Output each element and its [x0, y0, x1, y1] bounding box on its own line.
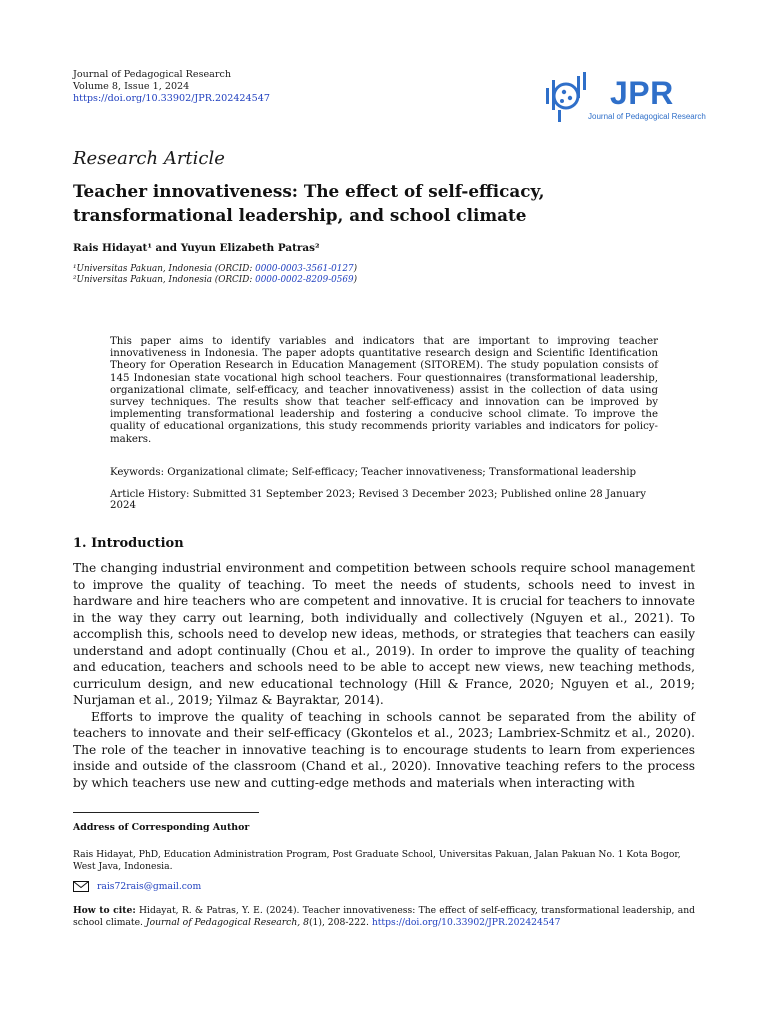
orcid-link-2[interactable]: 0000-0002-8209-0569 [255, 275, 354, 285]
doi-link[interactable]: https://doi.org/10.33902/JPR.202424547 [73, 93, 270, 104]
logo-subtitle: Journal of Pedagogical Research [588, 112, 706, 121]
email-line [73, 881, 201, 892]
logo-text: JPR [610, 75, 674, 111]
envelope-icon [73, 881, 89, 892]
keywords: Keywords: Organizational climate; Self-efficacy; Teacher innovativeness; Transformational leadership [110, 467, 636, 478]
journal-meta [73, 69, 270, 105]
article-history: Article History: Submitted 31 September 2023; Revised 3 December 2023; Published online 28 January 2024 [110, 489, 646, 511]
body-text [73, 560, 695, 791]
paragraph-2: Efforts to improve the quality of teaching in schools cannot be separated from the ability of teachers to innovate and their self-efficacy (Gkontelos et al., 2023; Lambriex-Schmitz et al., 2020). The role of the teacher in innovative teaching is to encourage students to learn from experiences inside and outside of the classroom (Chand et al., 2020). Innovative teaching refers to the process by which teachers use new and cutting-edge methods and materials when interacting with [73, 709, 695, 790]
how-to-cite-label: How to cite: [73, 905, 136, 916]
affiliation-2: ²Universitas Pakuan, Indonesia (ORCID: 0000-0002-8209-0569) [73, 275, 357, 285]
jpr-emblem-icon [544, 70, 588, 126]
jpr-logo [544, 70, 704, 126]
citation-doi-link[interactable]: https://doi.org/10.33902/JPR.202424547 [371, 917, 561, 928]
footnote-title: Address of Corresponding Author [73, 822, 250, 833]
email-link[interactable]: rais72rais@gmail.com [97, 881, 202, 892]
affiliation-1: ¹Universitas Pakuan, Indonesia (ORCID: 0000-0003-3561-0127) [73, 264, 357, 274]
orcid-link-1[interactable]: 0000-0003-3561-0127 [255, 264, 354, 274]
abstract: This paper aims to identify variables and indicators that are important to improving teacher innovativeness in Indonesia. The paper adopts quantitative research design and Scientific Identification Theory for Operation Research in Education Management (SITOREM). The study population consists of 145 Indonesian state vocational high school teachers. Four questionnaires (transformational leadership, organizational climate, self-efficacy, and teacher innovativeness) assist in the collection of data using survey techniques. The results show that teacher self-efficacy and innovation can be improved by implementing transformational leadership and fostering a conducive school climate. To improve the quality of educational organizations, this study recommends priority variables and indicators for policy-makers. [110, 336, 658, 445]
volume-issue: Volume 8, Issue 1, 2024 [73, 81, 190, 92]
section-heading: 1. Introduction [73, 536, 184, 551]
article-type: Research Article [73, 148, 225, 169]
corresponding-address: Rais Hidayat, PhD, Education Administration Program, Post Graduate School, Universitas Pakuan, Jalan Pakuan No. 1 Kota Bogor, West Java, Indonesia. [73, 849, 681, 872]
paragraph-1: The changing industrial environment and competition between schools require school management to improve the quality of teaching. To meet the needs of students, schools need to invest in hardware and hire teachers who are competent and innovative. It is crucial for teachers to innovate in the way they carry out learning, both individually and collectively (Nguyen et al., 2021). To accomplish this, schools need to develop new ideas, methods, or strategies that teachers can easily understand and adopt continually (Chou et al., 2019). In order to improve the quality of teaching and education, teachers and schools need to be able to accept new views, new teaching methods, curriculum design, and new educational technology (Hill & France, 2020; Nguyen et al., 2019; Nurjaman et al., 2019; Yilmaz & Bayraktar, 2014). [73, 561, 695, 707]
affiliations [73, 264, 357, 286]
footnote-divider [73, 812, 259, 813]
authors: Rais Hidayat¹ and Yuyun Elizabeth Patras² [73, 242, 320, 254]
paper-title: Teacher innovativeness: The effect of self-efficacy, transformational leadership, and school climate [73, 181, 545, 225]
how-to-cite: How to cite: Hidayat, R. & Patras, Y. E. (2024). Teacher innovativeness: The effect of self-efficacy, transformational leadership, and school climate. Journal of Pedagogical Research, 8(1), 208-222. https://doi.org/10.33902/JPR.202424547 [73, 905, 695, 928]
journal-name: Journal of Pedagogical Research [73, 69, 232, 80]
